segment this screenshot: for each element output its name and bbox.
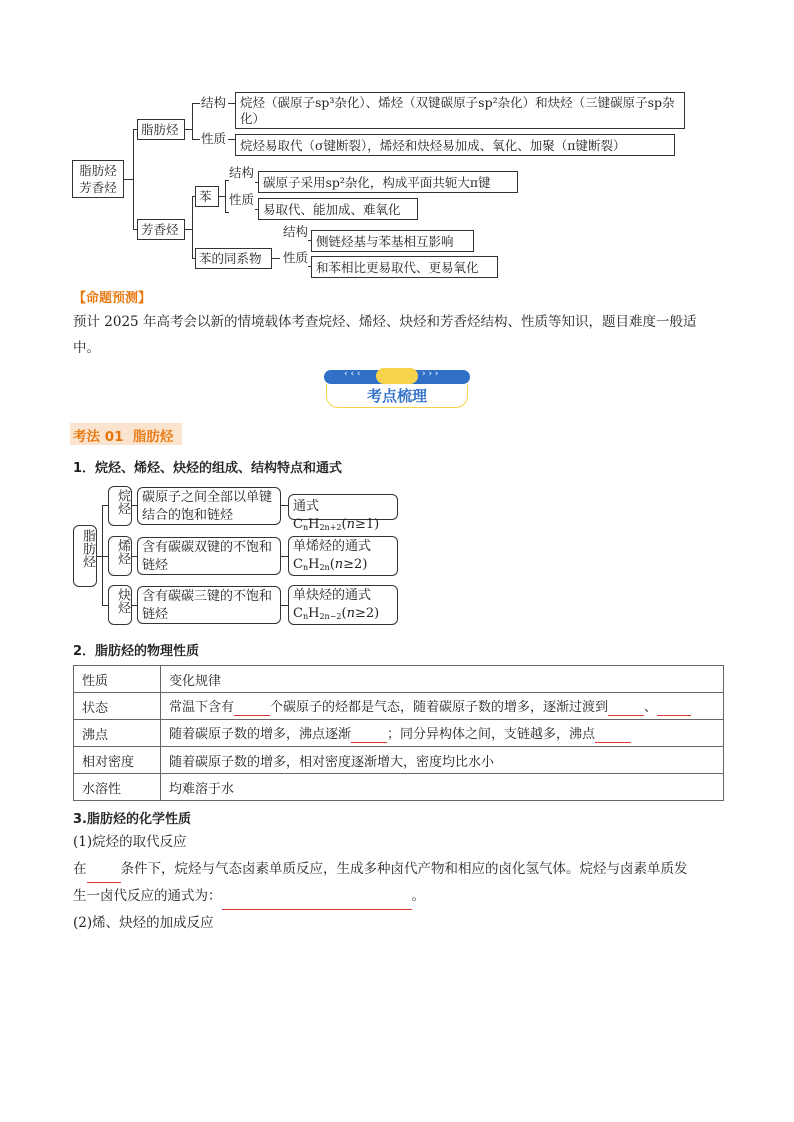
subsection-2-title: 2．脂肪烃的物理性质 bbox=[73, 644, 200, 659]
mindmap-root-label: 脂肪烃 bbox=[79, 163, 117, 178]
aliph-structure-text: 烷烃（碳原子sp³杂化）、烯烃（双键碳原子sp²杂化）和炔烃（三键碳原子sp杂化） bbox=[240, 95, 675, 126]
para-text: 生一卤代反应的通式为： bbox=[73, 888, 222, 904]
diagram-root-label: 脂肪烃 bbox=[80, 529, 95, 568]
aliph-structure-box bbox=[235, 92, 685, 129]
diagram-alkane-formula-text: $C_nH_{2n+2}(n\ge 1)$ bbox=[293, 517, 380, 532]
table-text: 随着碳原子数的增多，沸点逐渐 bbox=[169, 727, 352, 742]
paragraph-general-formula bbox=[73, 883, 723, 910]
table-header-cell: 性质 bbox=[74, 666, 161, 693]
mindmap-aromatic-label: 芳香烃 bbox=[141, 222, 179, 237]
diagram-alkene-formula bbox=[288, 536, 398, 576]
fill-blank[interactable] bbox=[608, 700, 644, 716]
paragraph-substitution-title: (1)烷烃的取代反应 bbox=[73, 834, 187, 850]
para-text: 。 bbox=[411, 888, 425, 904]
diagram-alkane-node bbox=[108, 486, 132, 526]
table-header-cell: 变化规律 bbox=[161, 666, 724, 693]
para-text: 在 bbox=[73, 861, 87, 877]
diagram-alkyne-formula bbox=[288, 585, 398, 625]
table-key-cell: 沸点 bbox=[74, 720, 161, 747]
diagram-alkane-label: 烷烃 bbox=[115, 489, 130, 515]
homolog-property-box bbox=[311, 256, 498, 278]
homolog-structure-box bbox=[311, 230, 474, 252]
diagram-alkyne-formula-text: $C_nH_{2n-2}(n\ge 2)$ bbox=[293, 606, 380, 621]
benzene-property-text: 易取代、能加成、难氧化 bbox=[263, 202, 401, 217]
homolog-node bbox=[195, 248, 272, 269]
benzene-label: 苯 bbox=[199, 189, 212, 204]
mindmap-aliphatic-node bbox=[137, 119, 185, 140]
diagram-alkene-desc-text: 含有碳碳双键的不饱和链烃 bbox=[142, 540, 273, 573]
diagram-alkene-node bbox=[108, 536, 132, 576]
mindmap-aromatic-node bbox=[137, 219, 185, 240]
prediction-text: 预计 2025 年高考会以新的情境载体考查烷烃、烯烃、炔烃和芳香烃结构、性质等知识，题目难度一般适中。 bbox=[73, 314, 697, 356]
diagram-alkene-formula-label: 单烯烃的通式 bbox=[293, 539, 372, 554]
table-text: 常温下含有 bbox=[169, 700, 235, 715]
table-text: 、 bbox=[644, 700, 658, 715]
benzene-property-label: 性质 bbox=[229, 192, 255, 207]
aliph-structure-label: 结构 bbox=[201, 95, 227, 110]
diagram-alkene-formula-text: $C_nH_{2n}(n\ge 2)$ bbox=[293, 557, 368, 572]
table-header-row bbox=[74, 666, 724, 693]
diagram-alkane-formula bbox=[288, 494, 398, 532]
mindmap-aliphatic-label: 脂肪烃 bbox=[141, 122, 179, 137]
diagram-alkane-formula-label: 通式 bbox=[293, 499, 320, 514]
table-row bbox=[74, 747, 724, 774]
section-banner bbox=[324, 368, 470, 408]
homolog-label: 苯的同系物 bbox=[199, 251, 262, 266]
aliph-property-box bbox=[235, 134, 675, 156]
homolog-structure-text: 侧链烃基与苯基相互影响 bbox=[316, 234, 454, 249]
fill-blank[interactable] bbox=[595, 727, 631, 743]
diagram-alkyne-node bbox=[108, 585, 132, 625]
diagram-alkane-desc bbox=[137, 487, 281, 525]
banner-title: 考点梳理 bbox=[366, 387, 427, 405]
paragraph-addition-title: (2)烯、炔烃的加成反应 bbox=[73, 915, 214, 931]
diagram-root bbox=[73, 525, 97, 587]
benzene-property-box bbox=[258, 198, 418, 220]
diagram-alkyne-formula-label: 单炔烃的通式 bbox=[293, 588, 372, 603]
table-text: ；同分异构体之间，支链越多，沸点 bbox=[387, 727, 596, 742]
homolog-property-text: 和苯相比更易取代、更易氧化 bbox=[316, 260, 479, 275]
table-key-cell: 相对密度 bbox=[74, 747, 161, 774]
aliph-property-text: 烷烃易取代（σ键断裂），烯烃和炔烃易加成、氧化、加聚（π键断裂） bbox=[240, 138, 626, 153]
table-value-cell bbox=[161, 693, 724, 720]
para-text: 条件下，烷烃与气态卤素单质反应，生成多种卤代产物和相应的卤化氢气体。烷烃与卤素单质发 bbox=[120, 861, 688, 877]
diagram-alkyne-desc bbox=[137, 586, 281, 624]
table-value-cell: 随着碳原子数的增多，相对密度逐渐增大，密度均比水小 bbox=[161, 747, 724, 774]
physical-properties-table bbox=[73, 665, 724, 801]
diagram-alkane-desc-text: 碳原子之间全部以单键结合的饱和链烃 bbox=[142, 490, 273, 523]
table-value-cell bbox=[161, 720, 724, 747]
section-title: 考法 01 脂肪烃 bbox=[73, 429, 174, 445]
benzene-structure-label: 结构 bbox=[229, 165, 255, 180]
homolog-structure-label: 结构 bbox=[283, 224, 309, 239]
fill-blank[interactable] bbox=[657, 700, 691, 716]
banner-arrows-right: › › › bbox=[422, 369, 439, 379]
fill-blank[interactable] bbox=[234, 700, 270, 716]
homolog-property-label: 性质 bbox=[283, 250, 309, 265]
benzene-structure-text: 碳原子采用sp²杂化，构成平面共轭大π键 bbox=[263, 175, 491, 190]
diagram-alkene-desc bbox=[137, 537, 281, 575]
mindmap-root bbox=[72, 160, 124, 198]
diagram-alkene-label: 烯烃 bbox=[115, 539, 130, 565]
mindmap-root-label-2: 芳香烃 bbox=[79, 180, 117, 195]
subsection-3-title: 3.脂肪烃的化学性质 bbox=[73, 812, 191, 827]
table-key-cell: 状态 bbox=[74, 693, 161, 720]
table-row bbox=[74, 774, 724, 801]
subsection-1-title: 1．烷烃、烯烃、炔烃的组成、结构特点和通式 bbox=[73, 461, 343, 476]
fill-blank[interactable] bbox=[351, 727, 387, 743]
banner-arrows-left: ‹ ‹ ‹ bbox=[344, 369, 361, 379]
diagram-alkyne-desc-text: 含有碳碳三键的不饱和链烃 bbox=[142, 589, 273, 622]
table-row bbox=[74, 693, 724, 720]
table-text: 个碳原子的烃都是气态，随着碳原子数的增多，逐渐过渡到 bbox=[270, 700, 609, 715]
diagram-alkyne-label: 炔烃 bbox=[115, 588, 130, 614]
benzene-node bbox=[195, 186, 219, 207]
paragraph-substitution-text bbox=[73, 856, 723, 883]
aliph-property-label: 性质 bbox=[201, 131, 227, 146]
prediction-heading: 【命题预测】 bbox=[73, 291, 152, 306]
table-key-cell: 水溶性 bbox=[74, 774, 161, 801]
fill-blank[interactable] bbox=[87, 856, 121, 883]
benzene-structure-box bbox=[258, 171, 518, 193]
table-row bbox=[74, 720, 724, 747]
table-value-cell: 均难溶于水 bbox=[161, 774, 724, 801]
fill-blank[interactable] bbox=[222, 883, 412, 910]
